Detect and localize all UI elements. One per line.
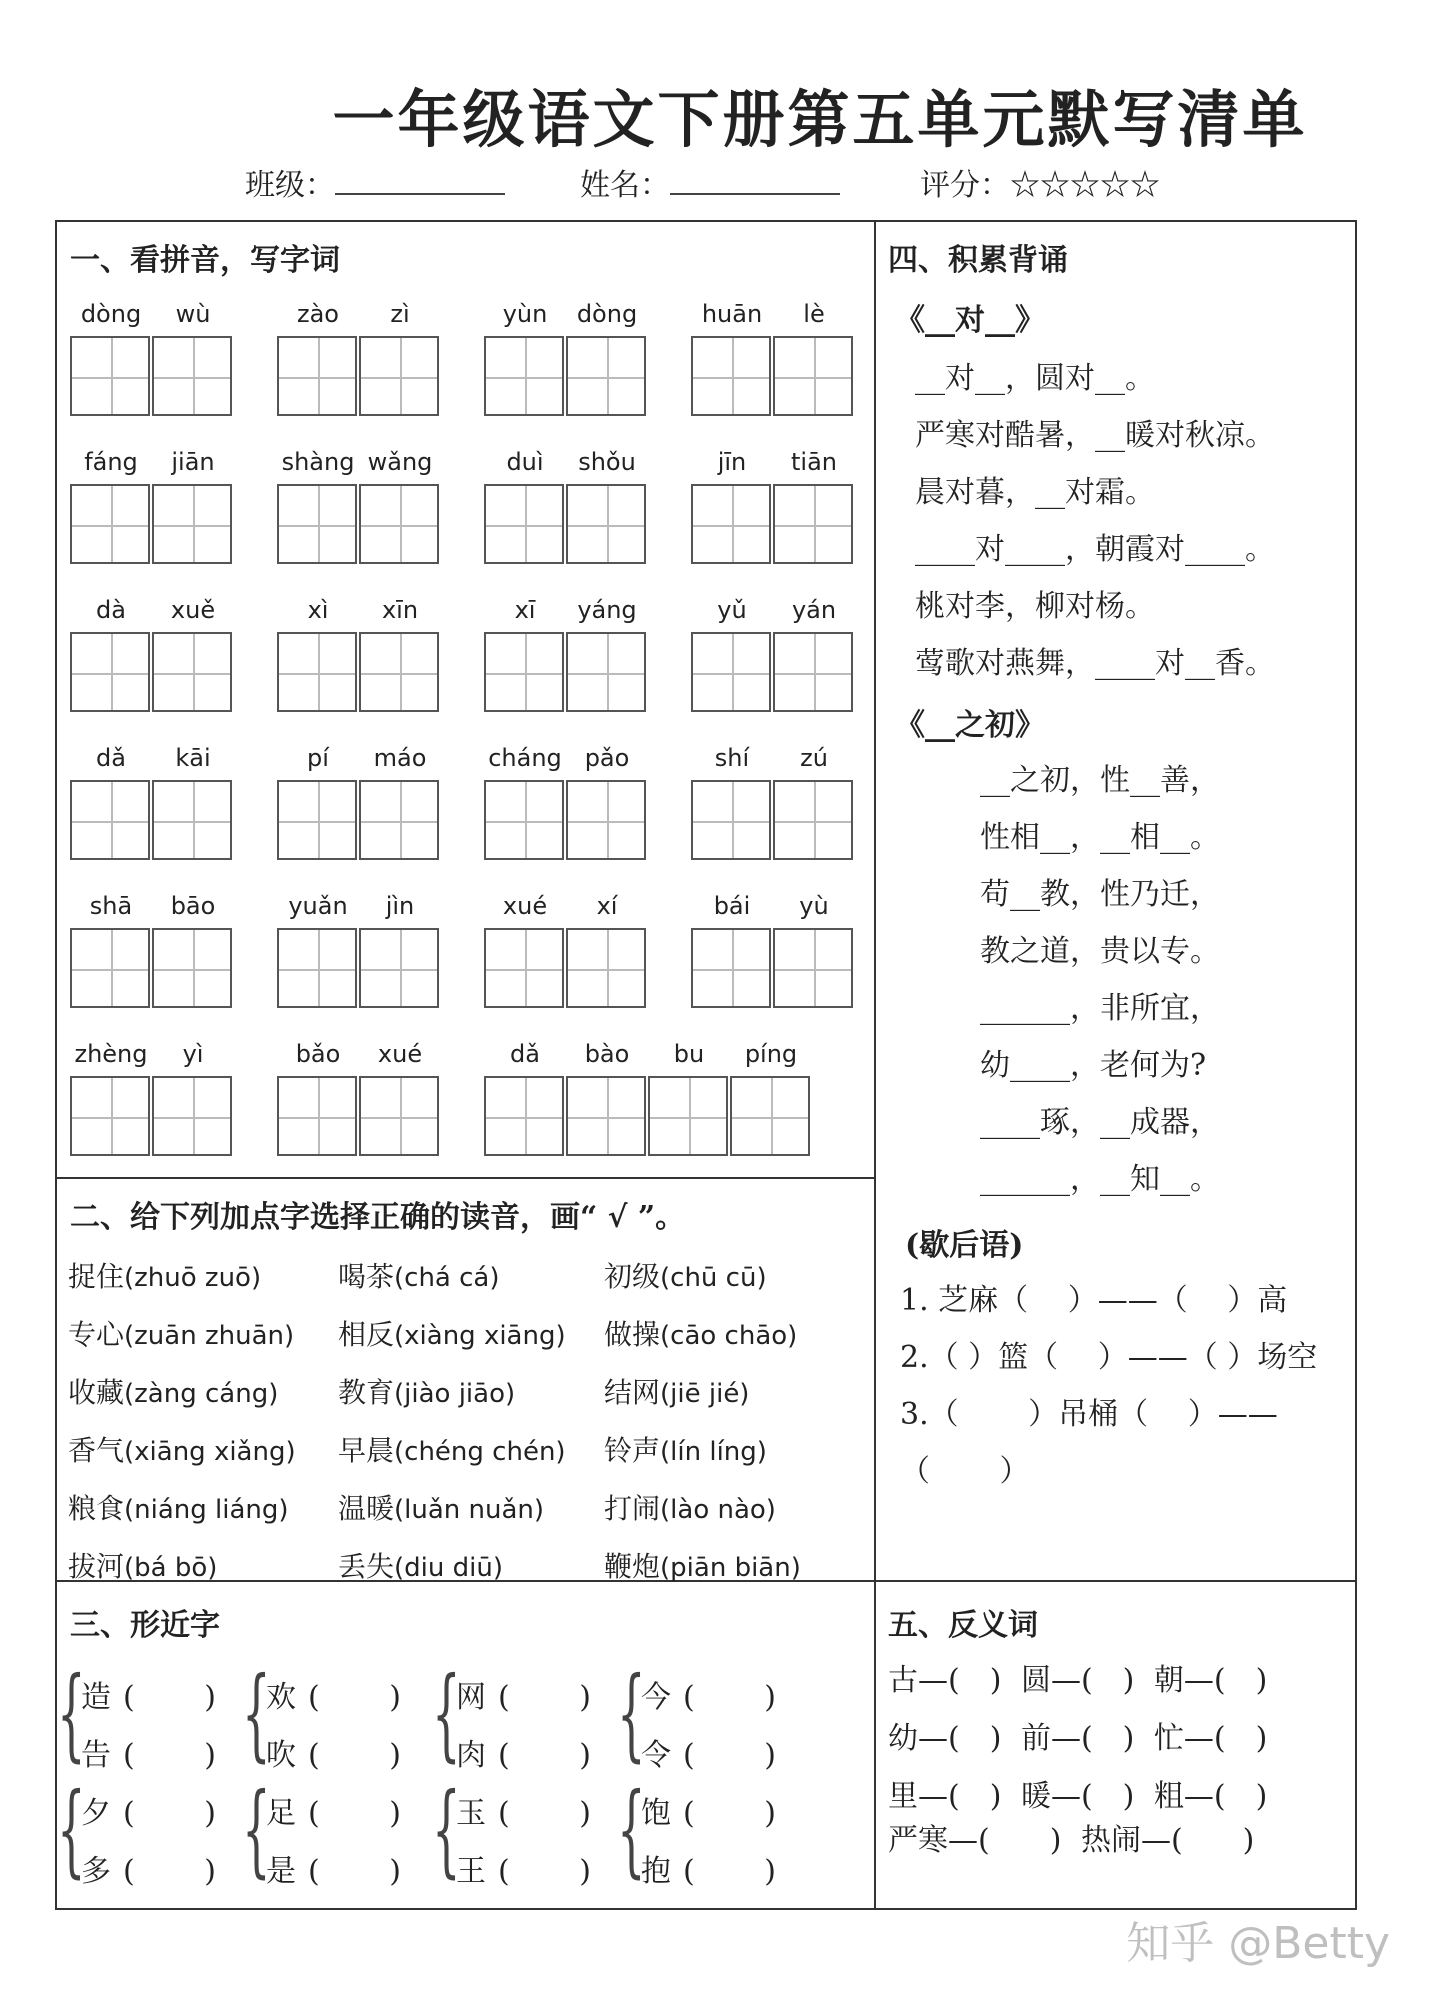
pinyin-label: yì bbox=[182, 1040, 204, 1068]
writing-box[interactable] bbox=[773, 336, 853, 416]
answer-paren[interactable]: ( ) bbox=[498, 1738, 591, 1773]
pinyin-label: lè bbox=[803, 300, 825, 328]
pinyin-label: duì bbox=[506, 448, 544, 476]
pronunciation-item[interactable] bbox=[604, 1429, 767, 1469]
brace-icon: { bbox=[432, 1655, 461, 1772]
poem-line: 性相__，__相__。 bbox=[980, 820, 1220, 855]
pinyin-label: tiān bbox=[791, 448, 837, 476]
antonym-row[interactable]: 里—( ) 暖—( ) 粗—( ) bbox=[888, 1779, 1268, 1814]
similar-char: 玉 bbox=[456, 1796, 486, 1831]
pinyin-options[interactable]: (piān biān) bbox=[660, 1553, 801, 1583]
brace-icon: { bbox=[57, 1655, 86, 1772]
pinyin-options[interactable]: (chéng chén) bbox=[394, 1437, 566, 1467]
pronunciation-item[interactable] bbox=[604, 1313, 797, 1353]
pinyin-options[interactable]: (cāo chāo) bbox=[660, 1321, 798, 1351]
pinyin-label: dòng bbox=[576, 300, 638, 328]
answer-paren[interactable]: ( ) bbox=[683, 1738, 776, 1773]
similar-char: 多 bbox=[81, 1854, 111, 1889]
pinyin-label: bái bbox=[713, 892, 751, 920]
pinyin-label: bu bbox=[673, 1040, 705, 1068]
writing-box[interactable] bbox=[152, 780, 232, 860]
xiehouyu-line[interactable]: 3.（ ）吊桶（ ）—— bbox=[900, 1397, 1278, 1432]
word: 拔河 bbox=[68, 1550, 125, 1583]
writing-box[interactable] bbox=[484, 632, 564, 712]
pinyin-options[interactable]: (chá cá) bbox=[394, 1263, 500, 1293]
similar-char: 吹 bbox=[266, 1738, 296, 1773]
pinyin-label: fáng bbox=[84, 448, 138, 476]
poem-1-title: 《__对__》 bbox=[895, 303, 1045, 338]
pinyin-label: yùn bbox=[502, 300, 548, 328]
word: 丢失 bbox=[338, 1550, 395, 1583]
pinyin-label: pǎo bbox=[584, 744, 630, 772]
pronunciation-item[interactable] bbox=[338, 1255, 500, 1295]
word: 专心 bbox=[68, 1318, 125, 1351]
pinyin-label: shā bbox=[89, 892, 133, 920]
pronunciation-item[interactable] bbox=[338, 1429, 566, 1469]
pronunciation-item[interactable] bbox=[604, 1255, 767, 1295]
writing-box[interactable] bbox=[566, 632, 646, 712]
name-field bbox=[580, 160, 840, 204]
answer-paren[interactable]: ( ) bbox=[308, 1738, 401, 1773]
pronunciation-item[interactable] bbox=[338, 1313, 566, 1353]
writing-box[interactable] bbox=[277, 336, 357, 416]
pronunciation-item[interactable] bbox=[604, 1487, 776, 1527]
writing-box[interactable] bbox=[566, 336, 646, 416]
pinyin-label: bǎo bbox=[295, 1040, 341, 1068]
pinyin-options[interactable]: (jiào jiāo) bbox=[394, 1379, 516, 1409]
brace-icon: { bbox=[432, 1771, 461, 1888]
word: 相反 bbox=[338, 1318, 395, 1351]
poem-line: 幼____，老何为? bbox=[980, 1048, 1207, 1083]
pinyin-label: píng bbox=[744, 1040, 798, 1068]
poem-line: ____对____，朝霞对____。 bbox=[915, 532, 1275, 567]
writing-box[interactable] bbox=[566, 484, 646, 564]
writing-box[interactable] bbox=[70, 1076, 150, 1156]
poem-line: 严寒对酷暑，__暖对秋凉。 bbox=[915, 418, 1275, 453]
section-5-title: 五、反义词 bbox=[888, 1608, 1038, 1643]
writing-box[interactable] bbox=[152, 632, 232, 712]
writing-box[interactable] bbox=[70, 484, 150, 564]
pinyin-label: zì bbox=[390, 300, 410, 328]
score-field bbox=[920, 160, 1160, 204]
pinyin-options[interactable]: (xiàng xiāng) bbox=[394, 1321, 566, 1351]
pinyin-label: xuě bbox=[170, 596, 216, 624]
section-2-title: 二、给下列加点字选择正确的读音，画“ √ ”。 bbox=[70, 1200, 686, 1235]
answer-paren[interactable]: ( ) bbox=[498, 1796, 591, 1831]
pronunciation-item[interactable] bbox=[68, 1545, 217, 1585]
writing-box[interactable] bbox=[691, 928, 771, 1008]
pinyin-label: shǒu bbox=[578, 448, 636, 476]
poem-line: 桃对李，柳对杨。 bbox=[915, 589, 1155, 624]
pinyin-label: xīn bbox=[381, 596, 419, 624]
answer-paren[interactable]: ( ) bbox=[123, 1796, 216, 1831]
answer-paren[interactable]: ( ) bbox=[498, 1854, 591, 1889]
answer-paren[interactable]: ( ) bbox=[308, 1854, 401, 1889]
pinyin-label: yuǎn bbox=[288, 892, 348, 920]
answer-paren[interactable]: ( ) bbox=[498, 1680, 591, 1715]
pinyin-options[interactable]: (luǎn nuǎn) bbox=[394, 1495, 545, 1525]
writing-box[interactable] bbox=[152, 1076, 232, 1156]
pinyin-label: yán bbox=[791, 596, 837, 624]
writing-box[interactable] bbox=[152, 484, 232, 564]
similar-char: 令 bbox=[641, 1738, 671, 1773]
pinyin-label: jīn bbox=[717, 448, 747, 476]
answer-paren[interactable]: ( ) bbox=[308, 1680, 401, 1715]
xiehouyu-line[interactable]: 1. 芝麻（ ）——（ ）高 bbox=[900, 1283, 1288, 1318]
brace-icon: { bbox=[617, 1771, 646, 1888]
writing-box[interactable] bbox=[730, 1076, 810, 1156]
answer-paren[interactable]: ( ) bbox=[683, 1680, 776, 1715]
pinyin-label: dǎ bbox=[96, 744, 126, 772]
word: 香气 bbox=[68, 1434, 125, 1467]
score-stars[interactable]: ☆☆☆☆☆ bbox=[1010, 168, 1160, 203]
word: 温暖 bbox=[338, 1492, 395, 1525]
writing-box[interactable] bbox=[691, 336, 771, 416]
section-4-title: 四、积累背诵 bbox=[888, 243, 1068, 278]
pronunciation-item[interactable] bbox=[338, 1545, 503, 1585]
brace-icon: { bbox=[57, 1771, 86, 1888]
pronunciation-item[interactable] bbox=[604, 1371, 749, 1411]
pronunciation-item[interactable] bbox=[338, 1371, 515, 1411]
class-blank[interactable] bbox=[335, 169, 505, 195]
writing-box[interactable] bbox=[648, 1076, 728, 1156]
brace-icon: { bbox=[617, 1655, 646, 1772]
pinyin-options[interactable]: (niáng liáng) bbox=[124, 1495, 289, 1525]
writing-box[interactable] bbox=[70, 632, 150, 712]
similar-char: 欢 bbox=[266, 1680, 296, 1715]
section-3-title: 三、形近字 bbox=[70, 1608, 220, 1643]
pinyin-label: bào bbox=[584, 1040, 630, 1068]
pinyin-options[interactable]: (zhuō zuō) bbox=[124, 1263, 262, 1293]
pinyin-label: bāo bbox=[170, 892, 216, 920]
word: 做操 bbox=[604, 1318, 661, 1351]
word: 打闹 bbox=[604, 1492, 661, 1525]
writing-box[interactable] bbox=[152, 336, 232, 416]
writing-box[interactable] bbox=[277, 1076, 357, 1156]
writing-box[interactable] bbox=[484, 928, 564, 1008]
answer-paren[interactable]: ( ) bbox=[123, 1738, 216, 1773]
writing-box[interactable] bbox=[70, 336, 150, 416]
answer-paren[interactable]: ( ) bbox=[683, 1796, 776, 1831]
writing-box[interactable] bbox=[484, 1076, 564, 1156]
answer-paren[interactable]: ( ) bbox=[123, 1854, 216, 1889]
writing-box[interactable] bbox=[484, 336, 564, 416]
pronunciation-item[interactable] bbox=[68, 1255, 261, 1295]
pinyin-label: xué bbox=[502, 892, 548, 920]
word: 捉住 bbox=[68, 1260, 125, 1293]
xiehouyu-line[interactable]: 2.（ ）篮（ ）——（ ）场空 bbox=[900, 1340, 1318, 1375]
poem-line: ______，__知__。 bbox=[980, 1162, 1220, 1197]
writing-box[interactable] bbox=[691, 632, 771, 712]
similar-char: 饱 bbox=[641, 1796, 671, 1831]
writing-box[interactable] bbox=[277, 780, 357, 860]
pinyin-options[interactable]: (chū cū) bbox=[660, 1263, 767, 1293]
poem-line: 教之道，贵以专。 bbox=[980, 934, 1220, 969]
pinyin-label: jiān bbox=[171, 448, 215, 476]
answer-paren[interactable]: ( ) bbox=[683, 1854, 776, 1889]
pinyin-options[interactable]: (zuān zhuān) bbox=[124, 1321, 295, 1351]
pinyin-options[interactable]: (lào nào) bbox=[660, 1495, 776, 1525]
word: 喝茶 bbox=[338, 1260, 395, 1293]
watermark: 知乎 @Betty bbox=[1126, 1918, 1390, 1969]
similar-char: 网 bbox=[456, 1680, 486, 1715]
writing-box[interactable] bbox=[359, 484, 439, 564]
pinyin-label: zào bbox=[297, 300, 339, 328]
answer-paren[interactable]: ( ) bbox=[123, 1680, 216, 1715]
word: 初级 bbox=[604, 1260, 661, 1293]
writing-box[interactable] bbox=[691, 484, 771, 564]
word: 教育 bbox=[338, 1376, 395, 1409]
brace-icon: { bbox=[242, 1771, 271, 1888]
word: 结网 bbox=[604, 1376, 661, 1409]
pinyin-label: kāi bbox=[175, 744, 211, 772]
writing-box[interactable] bbox=[152, 928, 232, 1008]
similar-char: 王 bbox=[456, 1854, 486, 1889]
word: 鞭炮 bbox=[604, 1550, 661, 1583]
class-field bbox=[245, 160, 505, 204]
section-1-title: 一、看拼音，写字词 bbox=[70, 243, 340, 278]
pinyin-label: xí bbox=[596, 892, 618, 920]
class-label: 班级： bbox=[245, 168, 335, 203]
pinyin-options[interactable]: (xiāng xiǎng) bbox=[124, 1437, 296, 1467]
pinyin-label: wù bbox=[175, 300, 211, 328]
similar-char: 告 bbox=[81, 1738, 111, 1773]
antonym-row[interactable]: 古—( ) 圆—( ) 朝—( ) bbox=[888, 1663, 1268, 1698]
similar-char: 造 bbox=[81, 1680, 111, 1715]
name-label: 姓名： bbox=[580, 168, 670, 203]
writing-box[interactable] bbox=[484, 484, 564, 564]
xiehouyu-title: (歇后语) bbox=[905, 1228, 1024, 1263]
pinyin-label: wǎng bbox=[367, 448, 433, 476]
similar-char: 足 bbox=[266, 1796, 296, 1831]
brace-icon: { bbox=[242, 1655, 271, 1772]
pinyin-label: xì bbox=[307, 596, 329, 624]
writing-box[interactable] bbox=[70, 928, 150, 1008]
pinyin-label: huān bbox=[701, 300, 763, 328]
pinyin-options[interactable]: (diu diū) bbox=[394, 1553, 503, 1583]
poem-2-title: 《__之初》 bbox=[895, 708, 1045, 743]
writing-box[interactable] bbox=[277, 484, 357, 564]
writing-box[interactable] bbox=[359, 336, 439, 416]
pinyin-label: yáng bbox=[577, 596, 637, 624]
similar-char: 今 bbox=[641, 1680, 671, 1715]
similar-char: 是 bbox=[266, 1854, 296, 1889]
writing-box[interactable] bbox=[359, 1076, 439, 1156]
poem-line: 苟__教，性乃迁， bbox=[980, 877, 1220, 912]
divider-sec1-sec2 bbox=[55, 1177, 876, 1179]
pinyin-label: xué bbox=[377, 1040, 423, 1068]
word: 收藏 bbox=[68, 1376, 125, 1409]
pronunciation-item[interactable] bbox=[68, 1371, 278, 1411]
writing-box[interactable] bbox=[566, 780, 646, 860]
pronunciation-item[interactable] bbox=[338, 1487, 544, 1527]
similar-char: 夕 bbox=[81, 1796, 111, 1831]
column-divider bbox=[874, 220, 876, 1908]
similar-char: 抱 bbox=[641, 1854, 671, 1889]
pinyin-options[interactable]: (bá bō) bbox=[124, 1553, 218, 1583]
pinyin-label: zhèng bbox=[74, 1040, 148, 1068]
writing-box[interactable] bbox=[691, 780, 771, 860]
pronunciation-item[interactable] bbox=[604, 1545, 801, 1585]
pinyin-label: xī bbox=[514, 596, 536, 624]
writing-box[interactable] bbox=[773, 484, 853, 564]
pinyin-label: shàng bbox=[281, 448, 355, 476]
pinyin-options[interactable]: (lín líng) bbox=[660, 1437, 767, 1467]
writing-box[interactable] bbox=[566, 1076, 646, 1156]
pinyin-label: dǎ bbox=[510, 1040, 540, 1068]
pinyin-options[interactable]: (jiē jié) bbox=[660, 1379, 750, 1409]
xiehouyu-line[interactable]: （ ） bbox=[900, 1454, 1030, 1489]
antonym-row[interactable]: 幼—( ) 前—( ) 忙—( ) bbox=[888, 1721, 1268, 1756]
answer-paren[interactable]: ( ) bbox=[308, 1796, 401, 1831]
word: 早晨 bbox=[338, 1434, 395, 1467]
writing-box[interactable] bbox=[359, 780, 439, 860]
pinyin-label: dòng bbox=[80, 300, 142, 328]
word: 铃声 bbox=[604, 1434, 661, 1467]
pinyin-label: cháng bbox=[488, 744, 562, 772]
poem-line: ____琢，__成器， bbox=[980, 1105, 1220, 1140]
writing-box[interactable] bbox=[359, 928, 439, 1008]
poem-line: __之初，性__善， bbox=[980, 763, 1220, 798]
antonym-row[interactable]: 严寒—( ) 热闹—( ) bbox=[888, 1823, 1255, 1858]
pinyin-label: pí bbox=[307, 744, 329, 772]
poem-line: ______，非所宜， bbox=[980, 991, 1220, 1026]
writing-box[interactable] bbox=[484, 780, 564, 860]
name-blank[interactable] bbox=[670, 169, 840, 195]
word: 粮食 bbox=[68, 1492, 125, 1525]
pronunciation-item[interactable] bbox=[68, 1313, 294, 1353]
pronunciation-item[interactable] bbox=[68, 1487, 289, 1527]
pronunciation-item[interactable] bbox=[68, 1429, 296, 1469]
poem-line: __对__，圆对__。 bbox=[915, 361, 1155, 396]
writing-box[interactable] bbox=[277, 928, 357, 1008]
pinyin-label: yǔ bbox=[717, 596, 747, 624]
pinyin-options[interactable]: (zàng cáng) bbox=[124, 1379, 279, 1409]
pinyin-label: máo bbox=[373, 744, 427, 772]
pinyin-label: yù bbox=[799, 892, 829, 920]
score-label: 评分： bbox=[920, 168, 1010, 203]
pinyin-label: zú bbox=[800, 744, 828, 772]
poem-line: 晨对暮，__对霜。 bbox=[915, 475, 1155, 510]
poem-line: 莺歌对燕舞，____对__香。 bbox=[915, 646, 1275, 681]
writing-box[interactable] bbox=[359, 632, 439, 712]
page-title: 一年级语文下册第五单元默写清单 bbox=[332, 83, 1308, 156]
pinyin-label: shí bbox=[714, 744, 750, 772]
writing-box[interactable] bbox=[773, 632, 853, 712]
writing-box[interactable] bbox=[566, 928, 646, 1008]
pinyin-label: jìn bbox=[385, 892, 415, 920]
writing-box[interactable] bbox=[773, 928, 853, 1008]
writing-box[interactable] bbox=[773, 780, 853, 860]
similar-char: 肉 bbox=[456, 1738, 486, 1773]
writing-box[interactable] bbox=[277, 632, 357, 712]
pinyin-label: dà bbox=[96, 596, 126, 624]
writing-box[interactable] bbox=[70, 780, 150, 860]
